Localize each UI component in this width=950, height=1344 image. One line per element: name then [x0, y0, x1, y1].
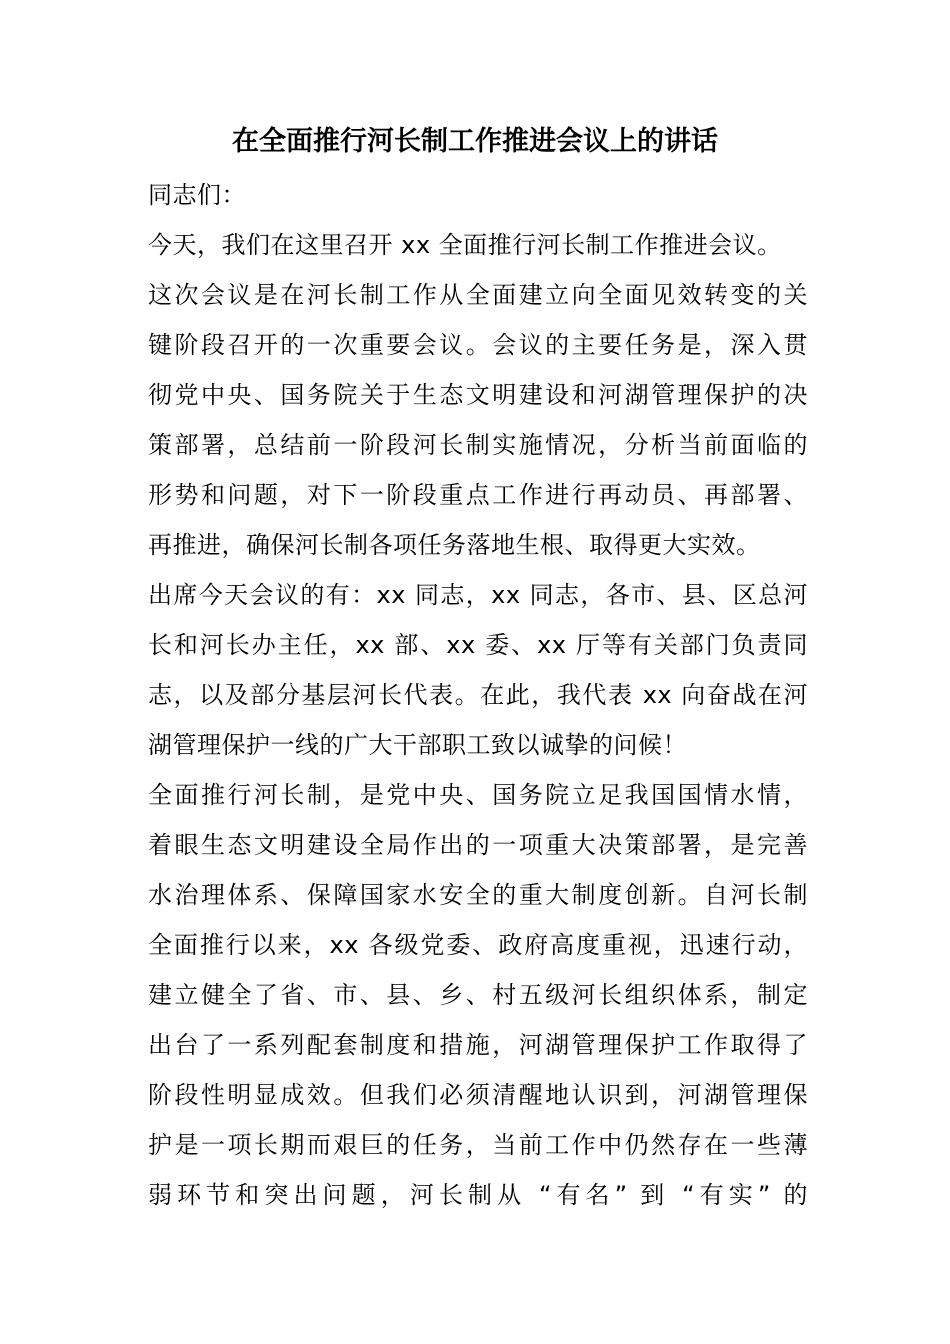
paragraph-line: 阶段性明显成效。但我们必须清醒地认识到，河湖管理保	[148, 1081, 808, 1109]
paragraph-line: 形势和问题，对下一阶段重点工作进行再动员、再部署、	[148, 481, 808, 509]
paragraph-line: 这次会议是在河长制工作从全面建立向全面见效转变的关	[148, 281, 808, 309]
paragraph-line: 湖管理保护一线的广大干部职工致以诚挚的问候！	[148, 731, 687, 759]
paragraph-line: 键阶段召开的一次重要会议。会议的主要任务是，深入贯	[148, 331, 808, 359]
paragraph-line: 全面推行河长制，是党中央、国务院立足我国国情水情，	[148, 781, 808, 809]
paragraph-line: 水治理体系、保障国家水安全的重大制度创新。自河长制	[148, 881, 808, 909]
paragraph-line: 弱环节和突出问题，河长制从 “有名” 到 “有实” 的	[148, 1181, 808, 1209]
paragraph-line: 护是一项长期而艰巨的任务，当前工作中仍然存在一些薄	[148, 1131, 808, 1159]
document-body	[148, 170, 808, 1220]
paragraph-line: 再推进，确保河长制各项任务落地生根、取得更大实效。	[148, 531, 761, 559]
paragraph-line: 出台了一系列配套制度和措施，河湖管理保护工作取得了	[148, 1031, 808, 1059]
paragraph-line: 着眼生态文明建设全局作出的一项重大决策部署，是完善	[148, 831, 808, 859]
paragraph-line: 长和河长办主任，xx 部、xx 委、xx 厅等有关部门负责同	[148, 631, 808, 659]
paragraph-line: 今天，我们在这里召开 xx 全面推行河长制工作推进会议。	[148, 231, 782, 259]
paragraph-line: 彻党中央、国务院关于生态文明建设和河湖管理保护的决	[148, 381, 808, 409]
salutation-line: 同志们：	[148, 181, 246, 209]
paragraph-line: 志，以及部分基层河长代表。在此，我代表 xx 向奋战在河	[148, 681, 808, 709]
paragraph-line: 出席今天会议的有：xx 同志，xx 同志，各市、县、区总河	[148, 581, 808, 609]
paragraph-line: 建立健全了省、市、县、乡、村五级河长组织体系，制定	[148, 981, 808, 1009]
document-title: 在全面推行河长制工作推进会议上的讲话	[232, 126, 718, 157]
paragraph-line: 全面推行以来，xx 各级党委、政府高度重视，迅速行动，	[148, 931, 808, 959]
paragraph-line: 策部署，总结前一阶段河长制实施情况，分析当前面临的	[148, 431, 808, 459]
